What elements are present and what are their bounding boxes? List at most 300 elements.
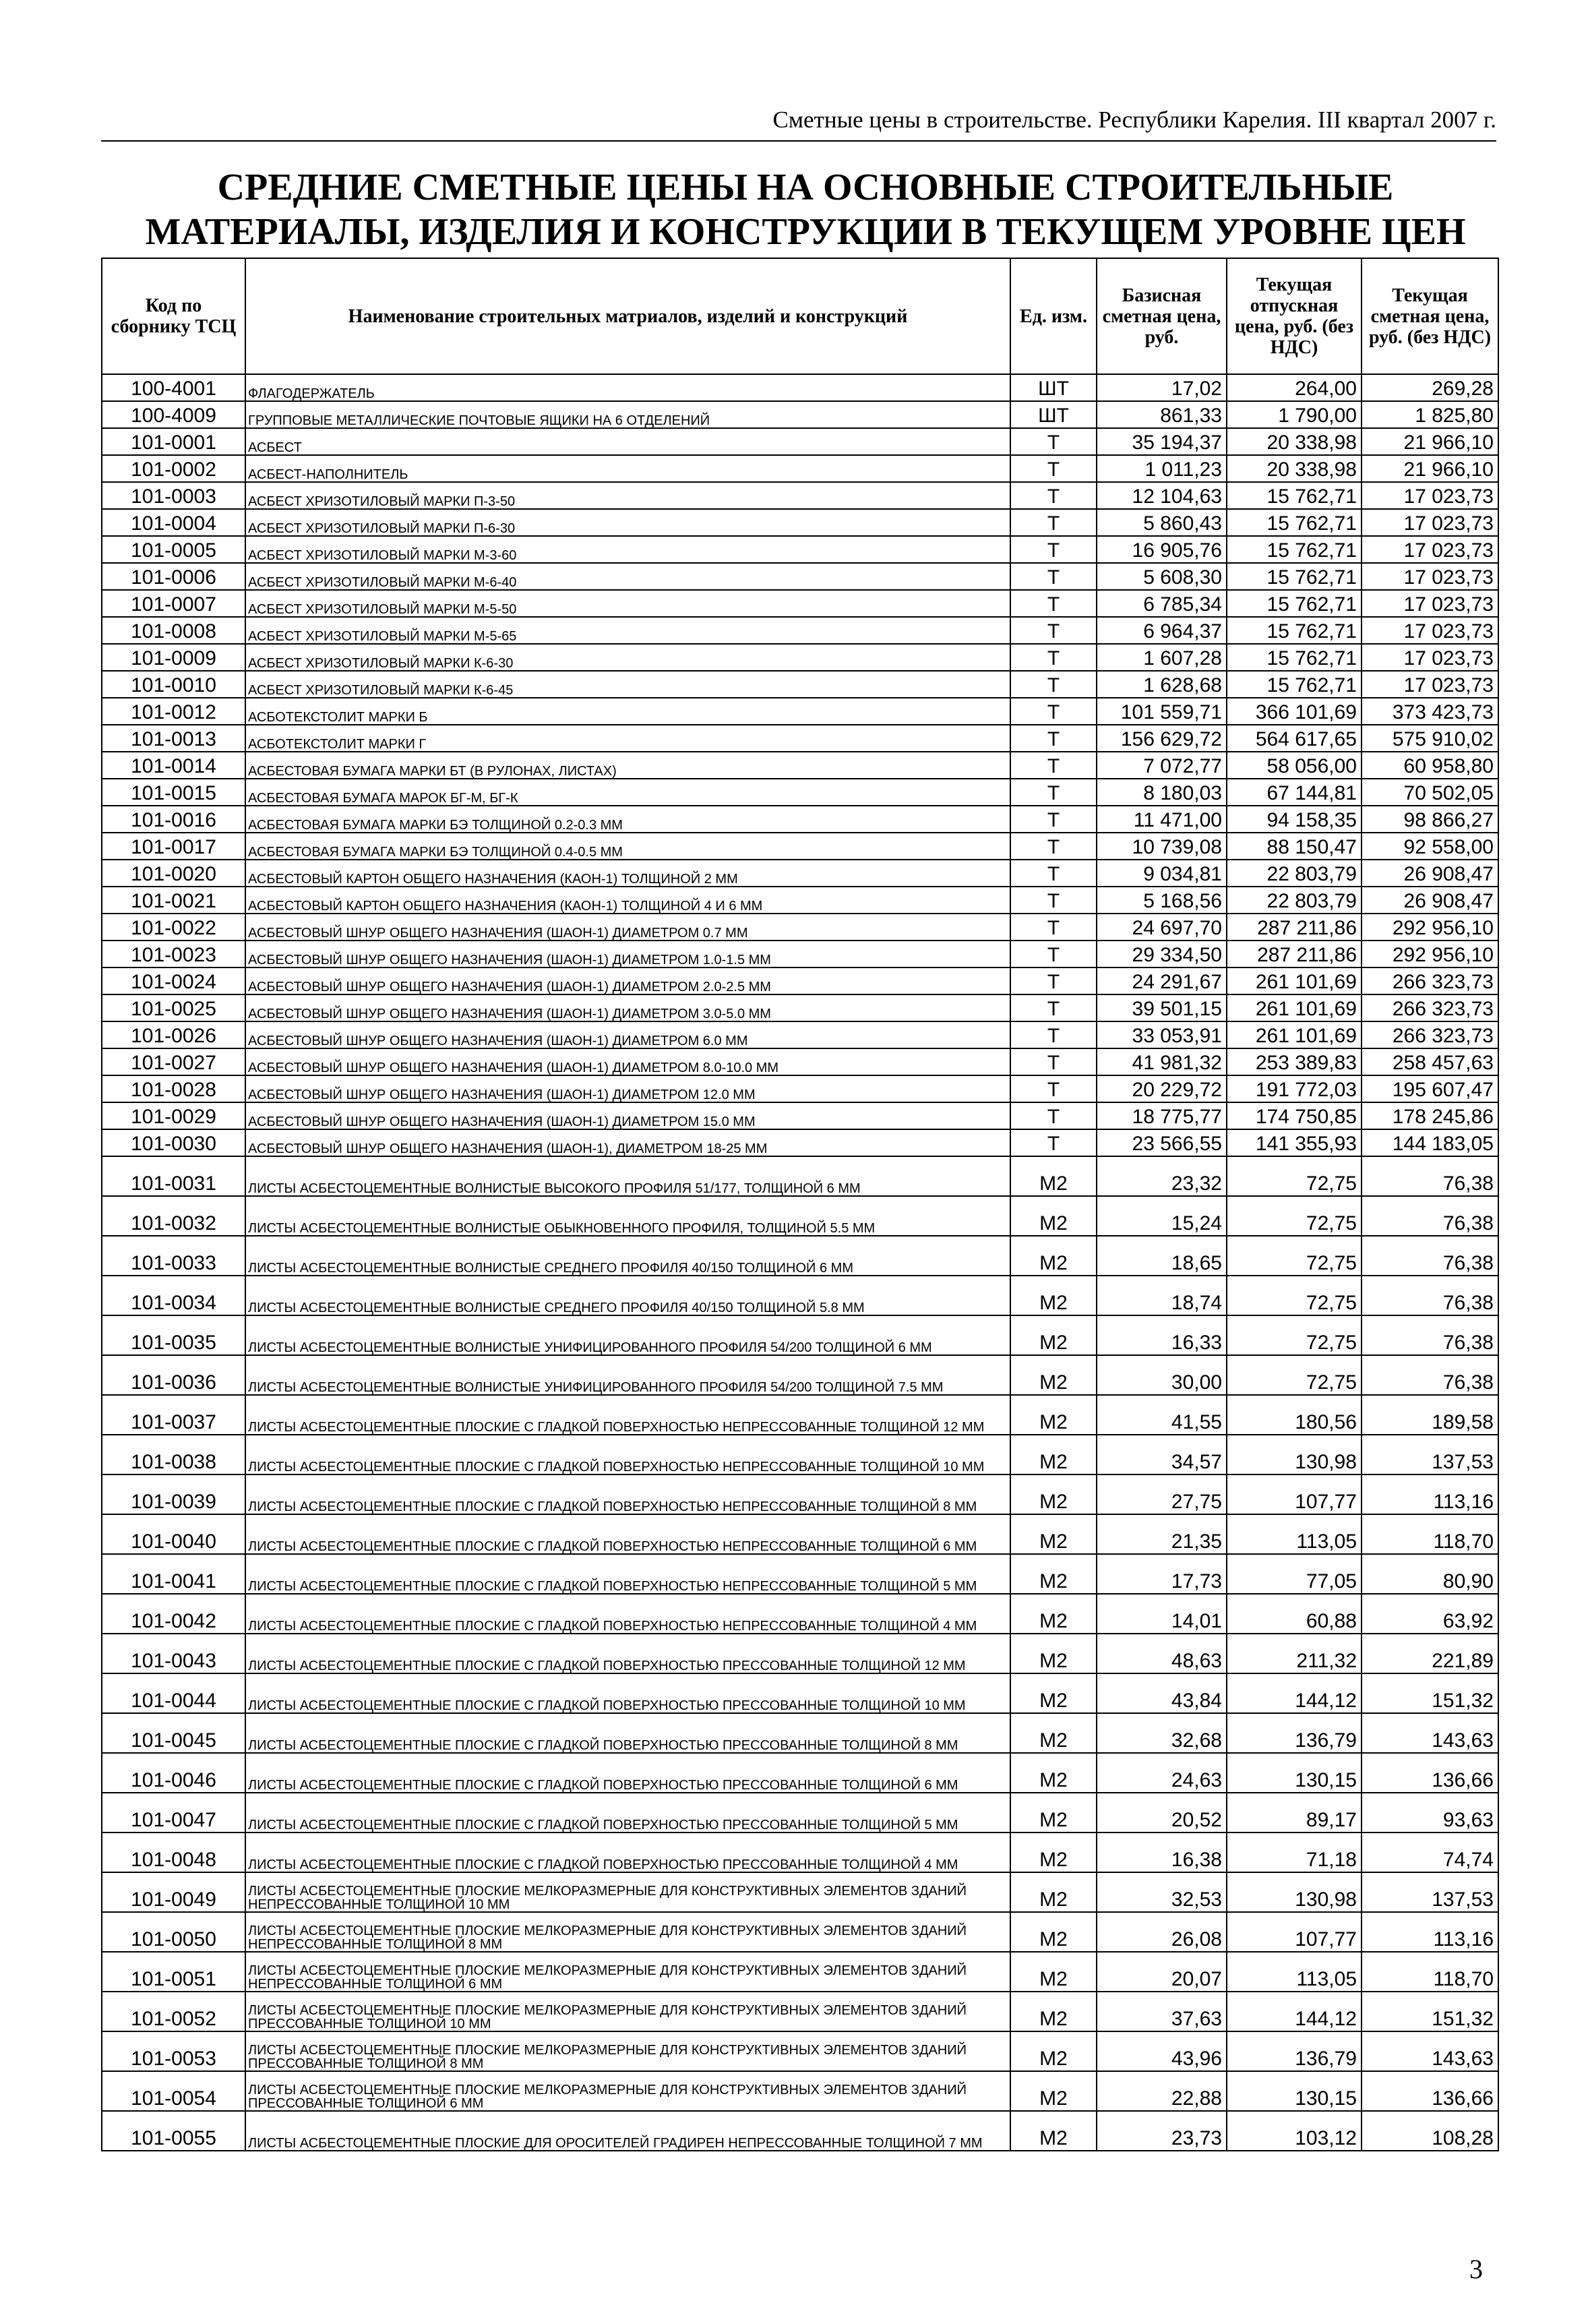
row-current-price-cell: 21 966,10 — [1362, 428, 1498, 455]
row-current-price-cell: 575 910,02 — [1362, 725, 1498, 752]
row-base-price-cell: 5 168,56 — [1097, 887, 1227, 914]
row-base-price-cell: 16,38 — [1097, 1833, 1227, 1872]
row-name-cell: ЛИСТЫ АСБЕСТОЦЕМЕНТНЫЕ ВОЛНИСТЫЕ УНИФИЦИРОВАННОГО ПРОФИЛЯ 54/200 ТОЛЩИНОЙ 7.5 ММ — [245, 1355, 1010, 1395]
row-code-cell: 101-0043 — [102, 1634, 245, 1673]
row-release-price-cell: 103,12 — [1227, 2111, 1362, 2151]
row-unit-cell: М2 — [1010, 1315, 1097, 1355]
row-current-price-cell: 17 023,73 — [1362, 509, 1498, 536]
row-code-cell: 101-0038 — [102, 1435, 245, 1474]
row-name-cell: АСБЕСТ ХРИЗОТИЛОВЫЙ МАРКИ М-5-50 — [245, 590, 1010, 617]
row-current-price-cell: 26 908,47 — [1362, 860, 1498, 887]
row-base-price-cell: 9 034,81 — [1097, 860, 1227, 887]
row-code-cell: 101-0023 — [102, 941, 245, 967]
row-base-price-cell: 156 629,72 — [1097, 725, 1227, 752]
row-code-cell: 101-0003 — [102, 482, 245, 509]
table-row — [102, 2071, 1498, 2111]
table-row — [102, 1594, 1498, 1634]
row-release-price-cell: 261 101,69 — [1227, 994, 1362, 1021]
row-release-price-cell: 107,77 — [1227, 1474, 1362, 1514]
row-name-cell: АСБЕСТОВЫЙ КАРТОН ОБЩЕГО НАЗНАЧЕНИЯ (КАОН-1) ТОЛЩИНОЙ 2 ММ — [245, 860, 1010, 887]
row-code-cell: 101-0047 — [102, 1793, 245, 1833]
row-name-cell: ЛИСТЫ АСБЕСТОЦЕМЕНТНЫЕ ПЛОСКИЕ МЕЛКОРАЗМЕРНЫЕ ДЛЯ КОНСТРУКТИВНЫХ ЭЛЕМЕНТОВ ЗДАНИЙ ПРЕССОВАННЫЕ ТОЛЩИНОЙ 6 ММ — [245, 2071, 1010, 2111]
row-name-cell: ЛИСТЫ АСБЕСТОЦЕМЕНТНЫЕ ПЛОСКИЕ МЕЛКОРАЗМЕРНЫЕ ДЛЯ КОНСТРУКТИВНЫХ ЭЛЕМЕНТОВ ЗДАНИЙ НЕПРЕССОВАННЫЕ ТОЛЩИНОЙ 8 ММ — [245, 1912, 1010, 1952]
row-unit-cell: М2 — [1010, 1196, 1097, 1236]
row-release-price-cell: 15 762,71 — [1227, 644, 1362, 671]
row-name-cell: АСБЕСТОВЫЙ ШНУР ОБЩЕГО НАЗНАЧЕНИЯ (ШАОН-1) ДИАМЕТРОМ 2.0-2.5 ММ — [245, 967, 1010, 994]
row-unit-cell: Т — [1010, 1048, 1097, 1075]
row-name-cell: ЛИСТЫ АСБЕСТОЦЕМЕНТНЫЕ ПЛОСКИЕ МЕЛКОРАЗМЕРНЫЕ ДЛЯ КОНСТРУКТИВНЫХ ЭЛЕМЕНТОВ ЗДАНИЙ НЕПРЕССОВАННЫЕ ТОЛЩИНОЙ 10 ММ — [245, 1872, 1010, 1912]
row-base-price-cell: 18,74 — [1097, 1276, 1227, 1315]
row-base-price-cell: 48,63 — [1097, 1634, 1227, 1673]
row-unit-cell: М2 — [1010, 2111, 1097, 2151]
table-row — [102, 2111, 1498, 2151]
row-name-cell: ФЛАГОДЕРЖАТЕЛЬ — [245, 374, 1010, 401]
table-row — [102, 482, 1498, 509]
table-row — [102, 509, 1498, 536]
row-unit-cell: Т — [1010, 994, 1097, 1021]
row-base-price-cell: 26,08 — [1097, 1912, 1227, 1952]
row-code-cell: 101-0012 — [102, 698, 245, 725]
row-base-price-cell: 20,52 — [1097, 1793, 1227, 1833]
row-current-price-cell: 266 323,73 — [1362, 1021, 1498, 1048]
row-base-price-cell: 16,33 — [1097, 1315, 1227, 1355]
row-name-cell: АСБЕСТОВЫЙ ШНУР ОБЩЕГО НАЗНАЧЕНИЯ (ШАОН-1) ДИАМЕТРОМ 6.0 ММ — [245, 1021, 1010, 1048]
row-base-price-cell: 23,73 — [1097, 2111, 1227, 2151]
row-code-cell: 101-0024 — [102, 967, 245, 994]
row-name-cell: ЛИСТЫ АСБЕСТОЦЕМЕНТНЫЕ ПЛОСКИЕ С ГЛАДКОЙ ПОВЕРХНОСТЬЮ ПРЕССОВАННЫЕ ТОЛЩИНОЙ 12 ММ — [245, 1634, 1010, 1673]
row-release-price-cell: 564 617,65 — [1227, 725, 1362, 752]
row-current-price-cell: 70 502,05 — [1362, 779, 1498, 806]
row-current-price-cell: 151,32 — [1362, 1992, 1498, 2031]
row-code-cell: 101-0029 — [102, 1102, 245, 1129]
table-row — [102, 1673, 1498, 1713]
row-name-cell: АСБОТЕКСТОЛИТ МАРКИ Г — [245, 725, 1010, 752]
row-base-price-cell: 101 559,71 — [1097, 698, 1227, 725]
row-name-cell: ЛИСТЫ АСБЕСТОЦЕМЕНТНЫЕ ПЛОСКИЕ С ГЛАДКОЙ ПОВЕРХНОСТЬЮ НЕПРЕССОВАННЫЕ ТОЛЩИНОЙ 5 ММ — [245, 1554, 1010, 1594]
row-current-price-cell: 269,28 — [1362, 374, 1498, 401]
row-unit-cell: Т — [1010, 1021, 1097, 1048]
row-current-price-cell: 292 956,10 — [1362, 941, 1498, 967]
row-unit-cell: Т — [1010, 482, 1097, 509]
row-unit-cell: Т — [1010, 455, 1097, 482]
row-release-price-cell: 287 211,86 — [1227, 941, 1362, 967]
row-name-cell: ЛИСТЫ АСБЕСТОЦЕМЕНТНЫЕ ПЛОСКИЕ С ГЛАДКОЙ ПОВЕРХНОСТЬЮ ПРЕССОВАННЫЕ ТОЛЩИНОЙ 10 ММ — [245, 1673, 1010, 1713]
table-row — [102, 1872, 1498, 1912]
row-code-cell: 101-0052 — [102, 1992, 245, 2031]
row-unit-cell: М2 — [1010, 2071, 1097, 2111]
row-release-price-cell: 15 762,71 — [1227, 671, 1362, 698]
row-base-price-cell: 1 607,28 — [1097, 644, 1227, 671]
row-release-price-cell: 136,79 — [1227, 2031, 1362, 2071]
row-unit-cell: М2 — [1010, 1355, 1097, 1395]
row-base-price-cell: 33 053,91 — [1097, 1021, 1227, 1048]
row-current-price-cell: 17 023,73 — [1362, 563, 1498, 590]
row-release-price-cell: 107,77 — [1227, 1912, 1362, 1952]
table-row — [102, 1554, 1498, 1594]
row-base-price-cell: 43,84 — [1097, 1673, 1227, 1713]
row-unit-cell: Т — [1010, 752, 1097, 779]
row-code-cell: 101-0041 — [102, 1554, 245, 1594]
row-release-price-cell: 15 762,71 — [1227, 509, 1362, 536]
row-code-cell: 101-0004 — [102, 509, 245, 536]
row-name-cell: ЛИСТЫ АСБЕСТОЦЕМЕНТНЫЕ ПЛОСКИЕ МЕЛКОРАЗМЕРНЫЕ ДЛЯ КОНСТРУКТИВНЫХ ЭЛЕМЕНТОВ ЗДАНИЙ НЕПРЕССОВАННЫЕ ТОЛЩИНОЙ 6 ММ — [245, 1952, 1010, 1992]
row-name-cell: АСБЕСТОВЫЙ ШНУР ОБЩЕГО НАЗНАЧЕНИЯ (ШАОН-1) ДИАМЕТРОМ 15.0 ММ — [245, 1102, 1010, 1129]
row-name-cell: АСБЕСТОВАЯ БУМАГА МАРКИ БЭ ТОЛЩИНОЙ 0.2-0.3 ММ — [245, 806, 1010, 833]
row-current-price-cell: 17 023,73 — [1362, 590, 1498, 617]
row-release-price-cell: 22 803,79 — [1227, 887, 1362, 914]
table-row — [102, 1435, 1498, 1474]
table-row — [102, 2031, 1498, 2071]
row-base-price-cell: 32,53 — [1097, 1872, 1227, 1912]
row-code-cell: 101-0037 — [102, 1395, 245, 1435]
row-code-cell: 101-0031 — [102, 1156, 245, 1196]
column-header-name: Наименование строительных матриалов, изделий и конструкций — [245, 258, 1010, 374]
row-release-price-cell: 264,00 — [1227, 374, 1362, 401]
row-release-price-cell: 366 101,69 — [1227, 698, 1362, 725]
row-current-price-cell: 266 323,73 — [1362, 994, 1498, 1021]
row-code-cell: 101-0033 — [102, 1236, 245, 1276]
row-release-price-cell: 130,98 — [1227, 1872, 1362, 1912]
row-current-price-cell: 76,38 — [1362, 1315, 1498, 1355]
row-unit-cell: Т — [1010, 1102, 1097, 1129]
row-base-price-cell: 5 608,30 — [1097, 563, 1227, 590]
row-release-price-cell: 174 750,85 — [1227, 1102, 1362, 1129]
row-name-cell: АСБОТЕКСТОЛИТ МАРКИ Б — [245, 698, 1010, 725]
row-base-price-cell: 5 860,43 — [1097, 509, 1227, 536]
row-code-cell: 101-0046 — [102, 1753, 245, 1793]
row-current-price-cell: 76,38 — [1362, 1156, 1498, 1196]
page-number: 3 — [1469, 2254, 1483, 2284]
row-current-price-cell: 151,32 — [1362, 1673, 1498, 1713]
row-name-cell: АСБЕСТ ХРИЗОТИЛОВЫЙ МАРКИ М-3-60 — [245, 536, 1010, 563]
row-release-price-cell: 22 803,79 — [1227, 860, 1362, 887]
row-unit-cell: Т — [1010, 941, 1097, 967]
row-unit-cell: М2 — [1010, 1634, 1097, 1673]
row-current-price-cell: 266 323,73 — [1362, 967, 1498, 994]
row-unit-cell: Т — [1010, 860, 1097, 887]
row-unit-cell: М2 — [1010, 1554, 1097, 1594]
row-base-price-cell: 6 785,34 — [1097, 590, 1227, 617]
table-row — [102, 1196, 1498, 1236]
row-base-price-cell: 8 180,03 — [1097, 779, 1227, 806]
price-table — [101, 258, 1499, 2151]
table-row — [102, 1156, 1498, 1196]
row-name-cell: АСБЕСТ ХРИЗОТИЛОВЫЙ МАРКИ М-6-40 — [245, 563, 1010, 590]
row-release-price-cell: 261 101,69 — [1227, 967, 1362, 994]
row-current-price-cell: 144 183,05 — [1362, 1129, 1498, 1156]
row-code-cell: 101-0022 — [102, 914, 245, 941]
row-unit-cell: М2 — [1010, 1435, 1097, 1474]
row-release-price-cell: 15 762,71 — [1227, 590, 1362, 617]
column-header-code: Код по сборнику ТСЦ — [102, 258, 245, 374]
row-base-price-cell: 16 905,76 — [1097, 536, 1227, 563]
row-code-cell: 101-0001 — [102, 428, 245, 455]
row-code-cell: 101-0021 — [102, 887, 245, 914]
row-base-price-cell: 15,24 — [1097, 1196, 1227, 1236]
row-code-cell: 101-0025 — [102, 994, 245, 1021]
row-base-price-cell: 20,07 — [1097, 1952, 1227, 1992]
table-header-row — [102, 258, 1498, 374]
row-code-cell: 101-0007 — [102, 590, 245, 617]
table-row — [102, 1833, 1498, 1872]
table-row — [102, 860, 1498, 887]
row-name-cell: ЛИСТЫ АСБЕСТОЦЕМЕНТНЫЕ ПЛОСКИЕ С ГЛАДКОЙ ПОВЕРХНОСТЬЮ НЕПРЕССОВАННЫЕ ТОЛЩИНОЙ 8 ММ — [245, 1474, 1010, 1514]
table-row — [102, 1236, 1498, 1276]
row-unit-cell: М2 — [1010, 1474, 1097, 1514]
row-release-price-cell: 261 101,69 — [1227, 1021, 1362, 1048]
row-release-price-cell: 144,12 — [1227, 1673, 1362, 1713]
row-release-price-cell: 130,15 — [1227, 2071, 1362, 2111]
row-code-cell: 101-0036 — [102, 1355, 245, 1395]
row-current-price-cell: 143,63 — [1362, 1713, 1498, 1753]
table-row — [102, 455, 1498, 482]
row-base-price-cell: 7 072,77 — [1097, 752, 1227, 779]
row-release-price-cell: 15 762,71 — [1227, 563, 1362, 590]
row-unit-cell: М2 — [1010, 1833, 1097, 1872]
row-release-price-cell: 20 338,98 — [1227, 428, 1362, 455]
column-header-unit: Ед. изм. — [1010, 258, 1097, 374]
row-base-price-cell: 30,00 — [1097, 1355, 1227, 1395]
row-name-cell: ЛИСТЫ АСБЕСТОЦЕМЕНТНЫЕ ВОЛНИСТЫЕ СРЕДНЕГО ПРОФИЛЯ 40/150 ТОЛЩИНОЙ 6 ММ — [245, 1236, 1010, 1276]
row-current-price-cell: 189,58 — [1362, 1395, 1498, 1435]
row-current-price-cell: 137,53 — [1362, 1435, 1498, 1474]
row-base-price-cell: 41,55 — [1097, 1395, 1227, 1435]
table-row — [102, 1355, 1498, 1395]
row-unit-cell: М2 — [1010, 1793, 1097, 1833]
row-code-cell: 101-0042 — [102, 1594, 245, 1634]
row-release-price-cell: 72,75 — [1227, 1276, 1362, 1315]
row-code-cell: 101-0054 — [102, 2071, 245, 2111]
row-unit-cell: М2 — [1010, 1514, 1097, 1554]
table-row — [102, 698, 1498, 725]
row-current-price-cell: 258 457,63 — [1362, 1048, 1498, 1075]
row-base-price-cell: 18,65 — [1097, 1236, 1227, 1276]
row-release-price-cell: 15 762,71 — [1227, 482, 1362, 509]
table-row — [102, 779, 1498, 806]
row-current-price-cell: 118,70 — [1362, 1952, 1498, 1992]
row-code-cell: 101-0032 — [102, 1196, 245, 1236]
row-unit-cell: М2 — [1010, 1753, 1097, 1793]
row-name-cell: АСБЕСТ-НАПОЛНИТЕЛЬ — [245, 455, 1010, 482]
row-unit-cell: Т — [1010, 590, 1097, 617]
row-unit-cell: М2 — [1010, 1395, 1097, 1435]
row-code-cell: 101-0053 — [102, 2031, 245, 2071]
table-row — [102, 1102, 1498, 1129]
row-name-cell: АСБЕСТОВЫЙ ШНУР ОБЩЕГО НАЗНАЧЕНИЯ (ШАОН-1) ДИАМЕТРОМ 3.0-5.0 ММ — [245, 994, 1010, 1021]
table-row — [102, 967, 1498, 994]
row-unit-cell: ШТ — [1010, 374, 1097, 401]
row-unit-cell: Т — [1010, 1129, 1097, 1156]
row-current-price-cell: 63,92 — [1362, 1594, 1498, 1634]
table-row — [102, 1912, 1498, 1952]
row-name-cell: ЛИСТЫ АСБЕСТОЦЕМЕНТНЫЕ ПЛОСКИЕ С ГЛАДКОЙ ПОВЕРХНОСТЬЮ НЕПРЕССОВАННЫЕ ТОЛЩИНОЙ 6 ММ — [245, 1514, 1010, 1554]
row-unit-cell: Т — [1010, 779, 1097, 806]
row-code-cell: 101-0035 — [102, 1315, 245, 1355]
row-release-price-cell: 141 355,93 — [1227, 1129, 1362, 1156]
row-base-price-cell: 21,35 — [1097, 1514, 1227, 1554]
row-unit-cell: Т — [1010, 536, 1097, 563]
header-rule — [101, 140, 1496, 142]
row-code-cell: 101-0051 — [102, 1952, 245, 1992]
row-base-price-cell: 22,88 — [1097, 2071, 1227, 2111]
row-release-price-cell: 72,75 — [1227, 1236, 1362, 1276]
row-release-price-cell: 72,75 — [1227, 1196, 1362, 1236]
row-unit-cell: М2 — [1010, 2031, 1097, 2071]
row-release-price-cell: 88 150,47 — [1227, 833, 1362, 860]
row-code-cell: 101-0010 — [102, 671, 245, 698]
row-unit-cell: Т — [1010, 563, 1097, 590]
row-current-price-cell: 195 607,47 — [1362, 1075, 1498, 1102]
row-base-price-cell: 41 981,32 — [1097, 1048, 1227, 1075]
row-name-cell: АСБЕСТ ХРИЗОТИЛОВЫЙ МАРКИ М-5-65 — [245, 617, 1010, 644]
row-unit-cell: Т — [1010, 617, 1097, 644]
row-release-price-cell: 144,12 — [1227, 1992, 1362, 2031]
row-base-price-cell: 10 739,08 — [1097, 833, 1227, 860]
row-name-cell: ЛИСТЫ АСБЕСТОЦЕМЕНТНЫЕ ПЛОСКИЕ С ГЛАДКОЙ ПОВЕРХНОСТЬЮ ПРЕССОВАННЫЕ ТОЛЩИНОЙ 8 ММ — [245, 1713, 1010, 1753]
row-unit-cell: М2 — [1010, 1912, 1097, 1952]
row-release-price-cell: 20 338,98 — [1227, 455, 1362, 482]
table-row — [102, 941, 1498, 967]
table-row — [102, 1048, 1498, 1075]
row-name-cell: АСБЕСТ — [245, 428, 1010, 455]
row-release-price-cell: 130,98 — [1227, 1435, 1362, 1474]
row-name-cell: ЛИСТЫ АСБЕСТОЦЕМЕНТНЫЕ ВОЛНИСТЫЕ СРЕДНЕГО ПРОФИЛЯ 40/150 ТОЛЩИНОЙ 5.8 ММ — [245, 1276, 1010, 1315]
row-current-price-cell: 17 023,73 — [1362, 644, 1498, 671]
row-name-cell: ЛИСТЫ АСБЕСТОЦЕМЕНТНЫЕ ВОЛНИСТЫЕ ВЫСОКОГО ПРОФИЛЯ 51/177, ТОЛЩИНОЙ 6 ММ — [245, 1156, 1010, 1196]
row-code-cell: 100-4001 — [102, 374, 245, 401]
row-code-cell: 101-0040 — [102, 1514, 245, 1554]
table-row — [102, 806, 1498, 833]
row-code-cell: 101-0034 — [102, 1276, 245, 1315]
row-name-cell: ЛИСТЫ АСБЕСТОЦЕМЕНТНЫЕ ПЛОСКИЕ МЕЛКОРАЗМЕРНЫЕ ДЛЯ КОНСТРУКТИВНЫХ ЭЛЕМЕНТОВ ЗДАНИЙ ПРЕССОВАННЫЕ ТОЛЩИНОЙ 10 ММ — [245, 1992, 1010, 2031]
row-base-price-cell: 37,63 — [1097, 1992, 1227, 2031]
row-unit-cell: Т — [1010, 914, 1097, 941]
row-current-price-cell: 136,66 — [1362, 1753, 1498, 1793]
row-unit-cell: М2 — [1010, 1236, 1097, 1276]
table-row — [102, 563, 1498, 590]
row-base-price-cell: 20 229,72 — [1097, 1075, 1227, 1102]
row-unit-cell: М2 — [1010, 1673, 1097, 1713]
row-current-price-cell: 74,74 — [1362, 1833, 1498, 1872]
row-name-cell: АСБЕСТОВЫЙ ШНУР ОБЩЕГО НАЗНАЧЕНИЯ (ШАОН-1) ДИАМЕТРОМ 8.0-10.0 ММ — [245, 1048, 1010, 1075]
row-base-price-cell: 24 291,67 — [1097, 967, 1227, 994]
table-row — [102, 1753, 1498, 1793]
row-name-cell: АСБЕСТОВАЯ БУМАГА МАРКИ БЭ ТОЛЩИНОЙ 0.4-0.5 ММ — [245, 833, 1010, 860]
row-code-cell: 100-4009 — [102, 401, 245, 428]
row-unit-cell: Т — [1010, 509, 1097, 536]
row-base-price-cell: 17,73 — [1097, 1554, 1227, 1594]
table-row — [102, 536, 1498, 563]
row-unit-cell: Т — [1010, 806, 1097, 833]
row-name-cell: ГРУППОВЫЕ МЕТАЛЛИЧЕСКИЕ ПОЧТОВЫЕ ЯЩИКИ НА 6 ОТДЕЛЕНИЙ — [245, 401, 1010, 428]
row-release-price-cell: 72,75 — [1227, 1156, 1362, 1196]
table-row — [102, 887, 1498, 914]
row-current-price-cell: 292 956,10 — [1362, 914, 1498, 941]
row-name-cell: ЛИСТЫ АСБЕСТОЦЕМЕНТНЫЕ ПЛОСКИЕ С ГЛАДКОЙ ПОВЕРХНОСТЬЮ ПРЕССОВАННЫЕ ТОЛЩИНОЙ 5 ММ — [245, 1793, 1010, 1833]
row-name-cell: АСБЕСТ ХРИЗОТИЛОВЫЙ МАРКИ П-6-30 — [245, 509, 1010, 536]
row-name-cell: АСБЕСТ ХРИЗОТИЛОВЫЙ МАРКИ П-3-50 — [245, 482, 1010, 509]
row-code-cell: 101-0015 — [102, 779, 245, 806]
table-row — [102, 1395, 1498, 1435]
row-current-price-cell: 76,38 — [1362, 1196, 1498, 1236]
row-release-price-cell: 72,75 — [1227, 1355, 1362, 1395]
row-code-cell: 101-0014 — [102, 752, 245, 779]
row-current-price-cell: 221,89 — [1362, 1634, 1498, 1673]
row-release-price-cell: 1 790,00 — [1227, 401, 1362, 428]
row-base-price-cell: 29 334,50 — [1097, 941, 1227, 967]
table-row — [102, 1514, 1498, 1554]
row-unit-cell: ШТ — [1010, 401, 1097, 428]
row-current-price-cell: 118,70 — [1362, 1514, 1498, 1554]
row-unit-cell: Т — [1010, 428, 1097, 455]
row-base-price-cell: 32,68 — [1097, 1713, 1227, 1753]
row-current-price-cell: 113,16 — [1362, 1474, 1498, 1514]
row-unit-cell: Т — [1010, 833, 1097, 860]
table-body — [102, 374, 1498, 2151]
row-base-price-cell: 17,02 — [1097, 374, 1227, 401]
row-current-price-cell: 17 023,73 — [1362, 482, 1498, 509]
table-row — [102, 428, 1498, 455]
table-row — [102, 1952, 1498, 1992]
row-release-price-cell: 15 762,71 — [1227, 536, 1362, 563]
row-current-price-cell: 108,28 — [1362, 2111, 1498, 2151]
row-code-cell: 101-0002 — [102, 455, 245, 482]
row-current-price-cell: 93,63 — [1362, 1793, 1498, 1833]
table-row — [102, 1634, 1498, 1673]
running-head: Сметные цены в строительстве. Республики Карелия. III квартал 2007 г. — [772, 107, 1496, 133]
row-release-price-cell: 113,05 — [1227, 1514, 1362, 1554]
table-row — [102, 914, 1498, 941]
table-row — [102, 1129, 1498, 1156]
row-unit-cell: М2 — [1010, 1594, 1097, 1634]
row-code-cell: 101-0049 — [102, 1872, 245, 1912]
row-base-price-cell: 24,63 — [1097, 1753, 1227, 1793]
row-name-cell: АСБЕСТОВЫЙ ШНУР ОБЩЕГО НАЗНАЧЕНИЯ (ШАОН-1), ДИАМЕТРОМ 18-25 ММ — [245, 1129, 1010, 1156]
row-name-cell: АСБЕСТОВАЯ БУМАГА МАРОК БГ-М, БГ-К — [245, 779, 1010, 806]
table-row — [102, 1021, 1498, 1048]
row-release-price-cell: 58 056,00 — [1227, 752, 1362, 779]
row-unit-cell: Т — [1010, 967, 1097, 994]
row-base-price-cell: 23 566,55 — [1097, 1129, 1227, 1156]
row-code-cell: 101-0005 — [102, 536, 245, 563]
row-current-price-cell: 76,38 — [1362, 1355, 1498, 1395]
row-base-price-cell: 1 628,68 — [1097, 671, 1227, 698]
table-row — [102, 590, 1498, 617]
row-unit-cell: Т — [1010, 725, 1097, 752]
row-code-cell: 101-0020 — [102, 860, 245, 887]
row-unit-cell: Т — [1010, 644, 1097, 671]
row-release-price-cell: 180,56 — [1227, 1395, 1362, 1435]
table-row — [102, 1276, 1498, 1315]
row-release-price-cell: 211,32 — [1227, 1634, 1362, 1673]
row-current-price-cell: 76,38 — [1362, 1276, 1498, 1315]
row-code-cell: 101-0006 — [102, 563, 245, 590]
row-code-cell: 101-0044 — [102, 1673, 245, 1713]
row-release-price-cell: 77,05 — [1227, 1554, 1362, 1594]
table-row — [102, 994, 1498, 1021]
row-name-cell: ЛИСТЫ АСБЕСТОЦЕМЕНТНЫЕ ВОЛНИСТЫЕ УНИФИЦИРОВАННОГО ПРОФИЛЯ 54/200 ТОЛЩИНОЙ 6 ММ — [245, 1315, 1010, 1355]
row-release-price-cell: 253 389,83 — [1227, 1048, 1362, 1075]
row-name-cell: АСБЕСТ ХРИЗОТИЛОВЫЙ МАРКИ К-6-30 — [245, 644, 1010, 671]
row-name-cell: АСБЕСТОВЫЙ ШНУР ОБЩЕГО НАЗНАЧЕНИЯ (ШАОН-1) ДИАМЕТРОМ 12.0 ММ — [245, 1075, 1010, 1102]
row-base-price-cell: 1 011,23 — [1097, 455, 1227, 482]
row-code-cell: 101-0026 — [102, 1021, 245, 1048]
table-row — [102, 1992, 1498, 2031]
row-base-price-cell: 6 964,37 — [1097, 617, 1227, 644]
row-base-price-cell: 43,96 — [1097, 2031, 1227, 2071]
row-code-cell: 101-0016 — [102, 806, 245, 833]
row-name-cell: АСБЕСТОВЫЙ КАРТОН ОБЩЕГО НАЗНАЧЕНИЯ (КАОН-1) ТОЛЩИНОЙ 4 И 6 ММ — [245, 887, 1010, 914]
